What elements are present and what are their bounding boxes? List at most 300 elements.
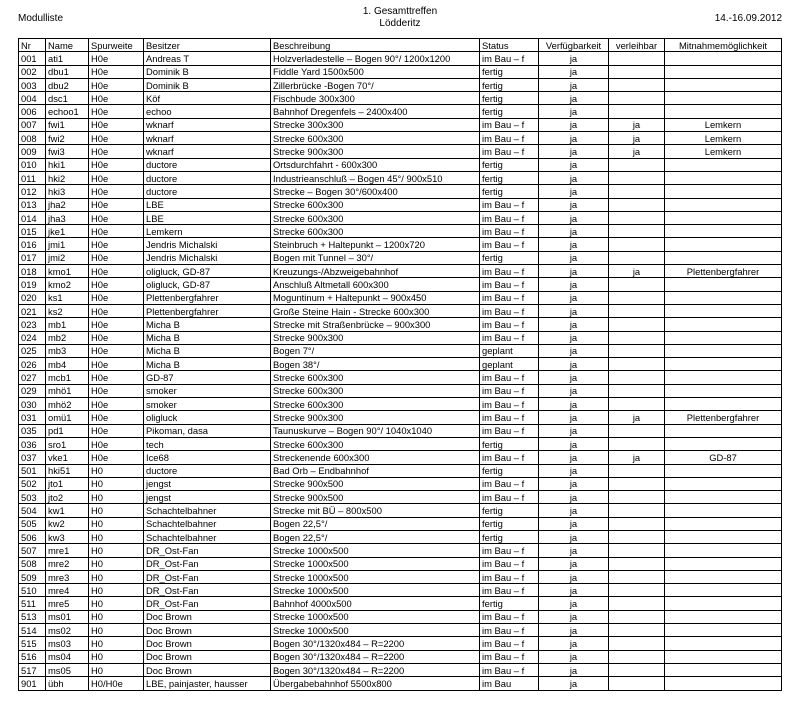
col-mitnahme-cell bbox=[665, 530, 782, 543]
col-name-cell: echoo1 bbox=[46, 105, 89, 118]
table-row bbox=[19, 331, 782, 344]
col-besitzer-cell: DR_Ost-Fan bbox=[144, 584, 271, 597]
col-spurweite-cell: H0 bbox=[89, 517, 144, 530]
col-besitzer-cell: GD-87 bbox=[144, 371, 271, 384]
col-verfuegbarkeit-cell: ja bbox=[539, 411, 609, 424]
col-spurweite-cell: H0 bbox=[89, 597, 144, 610]
col-name-cell: kw3 bbox=[46, 530, 89, 543]
col-verleihbar-cell bbox=[609, 597, 665, 610]
col-status-cell: im Bau – f bbox=[480, 584, 539, 597]
table-row bbox=[19, 411, 782, 424]
col-verfuegbarkeit-cell: ja bbox=[539, 424, 609, 437]
col-status-cell: im Bau – f bbox=[480, 491, 539, 504]
col-besitzer-cell: Doc Brown bbox=[144, 637, 271, 650]
col-besitzer-cell: DR_Ost-Fan bbox=[144, 557, 271, 570]
col-besitzer-cell: LBE, painjaster, hausser bbox=[144, 677, 271, 690]
col-mitnahme-cell bbox=[665, 92, 782, 105]
col-status-cell: fertig bbox=[480, 65, 539, 78]
col-name-cell: mre5 bbox=[46, 597, 89, 610]
col-spurweite-cell: H0 bbox=[89, 650, 144, 663]
col-status-cell: im Bau – f bbox=[480, 384, 539, 397]
col-name-cell: mb4 bbox=[46, 358, 89, 371]
col-name-cell: hki3 bbox=[46, 185, 89, 198]
col-spurweite-cell: H0 bbox=[89, 557, 144, 570]
col-mitnahme-cell bbox=[665, 211, 782, 224]
col-name-cell: hki1 bbox=[46, 158, 89, 171]
col-status-cell: im Bau – f bbox=[480, 477, 539, 490]
col-status-cell: im Bau – f bbox=[480, 318, 539, 331]
col-verleihbar-cell bbox=[609, 65, 665, 78]
col-besitzer-cell: Plettenbergfahrer bbox=[144, 291, 271, 304]
col-spurweite-cell: H0 bbox=[89, 464, 144, 477]
col-spurweite-cell: H0e bbox=[89, 198, 144, 211]
col-beschreibung-cell: Bogen 30°/1320x484 – R=2200 bbox=[271, 663, 480, 676]
col-besitzer-cell: Ice68 bbox=[144, 451, 271, 464]
col-nr-cell: 020 bbox=[19, 291, 46, 304]
col-verleihbar-cell bbox=[609, 637, 665, 650]
col-beschreibung-cell: Bogen 22,5°/ bbox=[271, 530, 480, 543]
col-status-cell: fertig bbox=[480, 464, 539, 477]
event-date: 14.-16.09.2012 bbox=[714, 13, 782, 24]
col-status-cell: geplant bbox=[480, 358, 539, 371]
col-beschreibung-cell: Strecke 900x500 bbox=[271, 491, 480, 504]
col-verleihbar-header: verleihbar bbox=[609, 39, 665, 52]
table-row bbox=[19, 92, 782, 105]
col-verfuegbarkeit-cell: ja bbox=[539, 318, 609, 331]
col-verleihbar-cell: ja bbox=[609, 265, 665, 278]
col-status-cell: fertig bbox=[480, 185, 539, 198]
col-name-cell: ms05 bbox=[46, 663, 89, 676]
table-row bbox=[19, 318, 782, 331]
col-nr-cell: 509 bbox=[19, 570, 46, 583]
col-nr-cell: 009 bbox=[19, 145, 46, 158]
col-nr-cell: 037 bbox=[19, 451, 46, 464]
col-besitzer-cell: Pikoman, dasa bbox=[144, 424, 271, 437]
col-status-cell: im Bau – f bbox=[480, 265, 539, 278]
col-beschreibung-cell: Strecke 900x300 bbox=[271, 331, 480, 344]
col-verfuegbarkeit-cell: ja bbox=[539, 78, 609, 91]
col-verleihbar-cell: ja bbox=[609, 451, 665, 464]
col-besitzer-cell: wknarf bbox=[144, 132, 271, 145]
col-verfuegbarkeit-cell: ja bbox=[539, 185, 609, 198]
col-verleihbar-cell: ja bbox=[609, 411, 665, 424]
col-nr-cell: 026 bbox=[19, 358, 46, 371]
col-spurweite-cell: H0e bbox=[89, 331, 144, 344]
col-beschreibung-cell: Moguntinum + Haltepunkt – 900x450 bbox=[271, 291, 480, 304]
col-mitnahme-cell bbox=[665, 477, 782, 490]
col-verfuegbarkeit-cell: ja bbox=[539, 464, 609, 477]
col-besitzer-cell: jengst bbox=[144, 477, 271, 490]
col-verleihbar-cell bbox=[609, 211, 665, 224]
col-name-cell: jmi2 bbox=[46, 251, 89, 264]
col-verfuegbarkeit-cell: ja bbox=[539, 491, 609, 504]
col-mitnahme-cell bbox=[665, 570, 782, 583]
col-name-cell: mcb1 bbox=[46, 371, 89, 384]
col-verfuegbarkeit-cell: ja bbox=[539, 517, 609, 530]
col-status-cell: im Bau – f bbox=[480, 304, 539, 317]
col-nr-cell: 505 bbox=[19, 517, 46, 530]
table-row bbox=[19, 570, 782, 583]
table-row bbox=[19, 677, 782, 690]
col-nr-cell: 517 bbox=[19, 663, 46, 676]
col-besitzer-cell: DR_Ost-Fan bbox=[144, 544, 271, 557]
col-beschreibung-cell: Übergabebahnhof 5500x800 bbox=[271, 677, 480, 690]
col-mitnahme-cell bbox=[665, 517, 782, 530]
col-verleihbar-cell bbox=[609, 477, 665, 490]
col-status-cell: im Bau – f bbox=[480, 570, 539, 583]
col-verfuegbarkeit-cell: ja bbox=[539, 171, 609, 184]
col-spurweite-cell: H0e bbox=[89, 344, 144, 357]
col-mitnahme-cell bbox=[665, 398, 782, 411]
col-spurweite-cell: H0 bbox=[89, 504, 144, 517]
col-verfuegbarkeit-cell: ja bbox=[539, 251, 609, 264]
col-beschreibung-cell: Strecke 900x300 bbox=[271, 411, 480, 424]
col-status-cell: im Bau – f bbox=[480, 198, 539, 211]
col-name-cell: mhö1 bbox=[46, 384, 89, 397]
col-status-cell: fertig bbox=[480, 78, 539, 91]
col-besitzer-cell: Plettenbergfahrer bbox=[144, 304, 271, 317]
col-name-cell: dsc1 bbox=[46, 92, 89, 105]
col-nr-cell: 036 bbox=[19, 437, 46, 450]
table-row bbox=[19, 544, 782, 557]
col-verleihbar-cell bbox=[609, 650, 665, 663]
col-beschreibung-cell: Bahnhof Dregenfels – 2400x400 bbox=[271, 105, 480, 118]
table-row bbox=[19, 304, 782, 317]
col-status-cell: im Bau bbox=[480, 677, 539, 690]
col-mitnahme-cell: GD-87 bbox=[665, 451, 782, 464]
table-row bbox=[19, 158, 782, 171]
col-nr-cell: 023 bbox=[19, 318, 46, 331]
col-spurweite-cell: H0e bbox=[89, 251, 144, 264]
col-spurweite-cell: H0e bbox=[89, 158, 144, 171]
col-name-cell: ks1 bbox=[46, 291, 89, 304]
col-name-cell: mre3 bbox=[46, 570, 89, 583]
col-verleihbar-cell bbox=[609, 318, 665, 331]
col-nr-cell: 010 bbox=[19, 158, 46, 171]
col-mitnahme-cell bbox=[665, 185, 782, 198]
col-mitnahme-cell bbox=[665, 491, 782, 504]
table-row bbox=[19, 291, 782, 304]
col-verleihbar-cell: ja bbox=[609, 145, 665, 158]
table-row bbox=[19, 637, 782, 650]
col-mitnahme-cell bbox=[665, 504, 782, 517]
col-mitnahme-cell bbox=[665, 624, 782, 637]
col-name-cell: pd1 bbox=[46, 424, 89, 437]
col-besitzer-cell: ductore bbox=[144, 185, 271, 198]
col-spurweite-cell: H0e bbox=[89, 238, 144, 251]
col-mitnahme-cell bbox=[665, 78, 782, 91]
col-status-cell: im Bau – f bbox=[480, 451, 539, 464]
col-mitnahme-header: Mitnahmemöglichkeit bbox=[665, 39, 782, 52]
col-spurweite-cell: H0e bbox=[89, 371, 144, 384]
col-spurweite-cell: H0e bbox=[89, 265, 144, 278]
col-mitnahme-cell bbox=[665, 464, 782, 477]
col-mitnahme-cell bbox=[665, 650, 782, 663]
col-verleihbar-cell bbox=[609, 105, 665, 118]
col-verfuegbarkeit-cell: ja bbox=[539, 384, 609, 397]
col-besitzer-cell: Schachtelbahner bbox=[144, 530, 271, 543]
col-mitnahme-cell bbox=[665, 238, 782, 251]
col-beschreibung-cell: Strecke mit Straßenbrücke – 900x300 bbox=[271, 318, 480, 331]
col-verfuegbarkeit-cell: ja bbox=[539, 570, 609, 583]
col-verleihbar-cell bbox=[609, 544, 665, 557]
col-besitzer-cell: wknarf bbox=[144, 145, 271, 158]
col-spurweite-cell: H0e bbox=[89, 92, 144, 105]
col-mitnahme-cell bbox=[665, 597, 782, 610]
col-mitnahme-cell bbox=[665, 637, 782, 650]
col-beschreibung-cell: Strecke 600x300 bbox=[271, 437, 480, 450]
col-nr-cell: 013 bbox=[19, 198, 46, 211]
col-spurweite-cell: H0e bbox=[89, 424, 144, 437]
col-spurweite-cell: H0e bbox=[89, 318, 144, 331]
col-nr-cell: 031 bbox=[19, 411, 46, 424]
col-besitzer-cell: oligluck, GD-87 bbox=[144, 278, 271, 291]
event-title-line1: 1. Gesamttreffen bbox=[362, 6, 438, 17]
col-besitzer-cell: ductore bbox=[144, 464, 271, 477]
col-verfuegbarkeit-cell: ja bbox=[539, 291, 609, 304]
col-name-cell: mre4 bbox=[46, 584, 89, 597]
col-beschreibung-cell: Bahnhof 4000x500 bbox=[271, 597, 480, 610]
col-spurweite-cell: H0 bbox=[89, 663, 144, 676]
col-beschreibung-cell: Holzverladestelle – Bogen 90°/ 1200x1200 bbox=[271, 52, 480, 65]
col-name-cell: übh bbox=[46, 677, 89, 690]
col-verfuegbarkeit-cell: ja bbox=[539, 65, 609, 78]
col-status-cell: im Bau – f bbox=[480, 371, 539, 384]
col-verfuegbarkeit-cell: ja bbox=[539, 530, 609, 543]
col-name-cell: ms03 bbox=[46, 637, 89, 650]
col-spurweite-cell: H0e bbox=[89, 132, 144, 145]
col-besitzer-cell: Micha B bbox=[144, 331, 271, 344]
col-beschreibung-cell: Strecke 1000x500 bbox=[271, 557, 480, 570]
col-status-cell: fertig bbox=[480, 504, 539, 517]
col-mitnahme-cell bbox=[665, 225, 782, 238]
col-nr-cell: 513 bbox=[19, 610, 46, 623]
col-status-cell: fertig bbox=[480, 251, 539, 264]
col-mitnahme-cell: Plettenbergfahrer bbox=[665, 265, 782, 278]
table-row bbox=[19, 118, 782, 131]
col-verleihbar-cell bbox=[609, 677, 665, 690]
col-besitzer-cell: Micha B bbox=[144, 358, 271, 371]
col-beschreibung-cell: Ortsdurchfahrt - 600x300 bbox=[271, 158, 480, 171]
col-nr-cell: 001 bbox=[19, 52, 46, 65]
col-verfuegbarkeit-cell: ja bbox=[539, 132, 609, 145]
col-spurweite-cell: H0e bbox=[89, 105, 144, 118]
col-name-cell: mhö2 bbox=[46, 398, 89, 411]
col-mitnahme-cell bbox=[665, 291, 782, 304]
col-beschreibung-cell: Industrieanschluß – Bogen 45°/ 900x510 bbox=[271, 171, 480, 184]
col-spurweite-cell: H0e bbox=[89, 145, 144, 158]
table-row bbox=[19, 610, 782, 623]
col-mitnahme-cell bbox=[665, 358, 782, 371]
col-nr-cell: 035 bbox=[19, 424, 46, 437]
col-nr-cell: 506 bbox=[19, 530, 46, 543]
col-spurweite-cell: H0e bbox=[89, 211, 144, 224]
col-besitzer-cell: oligluck bbox=[144, 411, 271, 424]
col-verfuegbarkeit-cell: ja bbox=[539, 105, 609, 118]
col-name-header: Name bbox=[46, 39, 89, 52]
table-row bbox=[19, 185, 782, 198]
col-mitnahme-cell bbox=[665, 384, 782, 397]
col-mitnahme-cell bbox=[665, 278, 782, 291]
col-verleihbar-cell bbox=[609, 52, 665, 65]
table-row bbox=[19, 198, 782, 211]
table-row bbox=[19, 663, 782, 676]
col-status-cell: im Bau – f bbox=[480, 637, 539, 650]
col-name-cell: dbu2 bbox=[46, 78, 89, 91]
col-nr-cell: 508 bbox=[19, 557, 46, 570]
col-verfuegbarkeit-cell: ja bbox=[539, 331, 609, 344]
col-beschreibung-cell: Bogen 30°/1320x484 – R=2200 bbox=[271, 650, 480, 663]
col-verleihbar-cell bbox=[609, 570, 665, 583]
col-verleihbar-cell bbox=[609, 171, 665, 184]
col-spurweite-cell: H0 bbox=[89, 477, 144, 490]
col-spurweite-cell: H0e bbox=[89, 65, 144, 78]
col-verleihbar-cell bbox=[609, 491, 665, 504]
col-status-cell: im Bau – f bbox=[480, 424, 539, 437]
col-verfuegbarkeit-cell: ja bbox=[539, 624, 609, 637]
col-nr-cell: 015 bbox=[19, 225, 46, 238]
col-spurweite-cell: H0e bbox=[89, 225, 144, 238]
col-name-cell: fwi3 bbox=[46, 145, 89, 158]
col-name-cell: ms01 bbox=[46, 610, 89, 623]
document-label: Modulliste bbox=[18, 13, 64, 24]
col-status-cell: geplant bbox=[480, 344, 539, 357]
col-mitnahme-cell: Lemkern bbox=[665, 118, 782, 131]
col-beschreibung-cell: Steinbruch + Haltepunkt – 1200x720 bbox=[271, 238, 480, 251]
col-status-cell: im Bau – f bbox=[480, 211, 539, 224]
col-beschreibung-cell: Streckenende 600x300 bbox=[271, 451, 480, 464]
col-status-cell: im Bau – f bbox=[480, 225, 539, 238]
col-verleihbar-cell bbox=[609, 344, 665, 357]
col-besitzer-cell: oligluck, GD-87 bbox=[144, 265, 271, 278]
col-besitzer-cell: ductore bbox=[144, 158, 271, 171]
table-row bbox=[19, 477, 782, 490]
col-verfuegbarkeit-cell: ja bbox=[539, 663, 609, 676]
col-besitzer-cell: Dominik B bbox=[144, 78, 271, 91]
col-spurweite-header: Spurweite bbox=[89, 39, 144, 52]
col-besitzer-cell: Jendris Michalski bbox=[144, 238, 271, 251]
table-row bbox=[19, 398, 782, 411]
col-spurweite-cell: H0 bbox=[89, 491, 144, 504]
col-spurweite-cell: H0e bbox=[89, 304, 144, 317]
col-verfuegbarkeit-cell: ja bbox=[539, 304, 609, 317]
table-row bbox=[19, 650, 782, 663]
col-spurweite-cell: H0e bbox=[89, 278, 144, 291]
col-status-cell: im Bau – f bbox=[480, 291, 539, 304]
col-beschreibung-cell: Strecke 1000x500 bbox=[271, 584, 480, 597]
col-name-cell: jha2 bbox=[46, 198, 89, 211]
col-name-cell: sro1 bbox=[46, 437, 89, 450]
table-row bbox=[19, 597, 782, 610]
col-name-cell: fwi1 bbox=[46, 118, 89, 131]
col-besitzer-cell: Micha B bbox=[144, 318, 271, 331]
col-verleihbar-cell bbox=[609, 158, 665, 171]
col-verfuegbarkeit-cell: ja bbox=[539, 158, 609, 171]
col-besitzer-cell: DR_Ost-Fan bbox=[144, 570, 271, 583]
col-name-cell: kmo2 bbox=[46, 278, 89, 291]
table-row bbox=[19, 557, 782, 570]
col-spurweite-cell: H0 bbox=[89, 544, 144, 557]
table-row bbox=[19, 132, 782, 145]
table-row bbox=[19, 251, 782, 264]
col-beschreibung-header: Beschreibung bbox=[271, 39, 480, 52]
col-verfuegbarkeit-cell: ja bbox=[539, 437, 609, 450]
col-mitnahme-cell bbox=[665, 544, 782, 557]
table-row bbox=[19, 265, 782, 278]
col-verfuegbarkeit-cell: ja bbox=[539, 344, 609, 357]
col-verleihbar-cell bbox=[609, 464, 665, 477]
col-mitnahme-cell bbox=[665, 344, 782, 357]
col-mitnahme-cell bbox=[665, 331, 782, 344]
col-nr-cell: 017 bbox=[19, 251, 46, 264]
col-spurweite-cell: H0/H0e bbox=[89, 677, 144, 690]
col-name-cell: mre2 bbox=[46, 557, 89, 570]
table-row bbox=[19, 344, 782, 357]
table-row bbox=[19, 145, 782, 158]
col-verleihbar-cell bbox=[609, 358, 665, 371]
col-verleihbar-cell bbox=[609, 437, 665, 450]
col-besitzer-cell: LBE bbox=[144, 198, 271, 211]
col-beschreibung-cell: Bogen 38°/ bbox=[271, 358, 480, 371]
col-besitzer-cell: Jendris Michalski bbox=[144, 251, 271, 264]
col-mitnahme-cell bbox=[665, 610, 782, 623]
col-mitnahme-cell bbox=[665, 677, 782, 690]
col-beschreibung-cell: Strecke 600x300 bbox=[271, 132, 480, 145]
col-status-cell: fertig bbox=[480, 158, 539, 171]
col-beschreibung-cell: Strecke 600x300 bbox=[271, 384, 480, 397]
col-nr-cell: 901 bbox=[19, 677, 46, 690]
col-name-cell: jto2 bbox=[46, 491, 89, 504]
col-status-cell: im Bau – f bbox=[480, 238, 539, 251]
col-nr-cell: 510 bbox=[19, 584, 46, 597]
col-beschreibung-cell: Strecke 1000x500 bbox=[271, 624, 480, 637]
col-mitnahme-cell bbox=[665, 251, 782, 264]
col-verleihbar-cell: ja bbox=[609, 132, 665, 145]
col-nr-cell: 029 bbox=[19, 384, 46, 397]
col-besitzer-cell: Lemkern bbox=[144, 225, 271, 238]
col-verleihbar-cell bbox=[609, 624, 665, 637]
col-nr-cell: 007 bbox=[19, 118, 46, 131]
col-beschreibung-cell: Fiddle Yard 1500x500 bbox=[271, 65, 480, 78]
col-verleihbar-cell bbox=[609, 663, 665, 676]
col-verleihbar-cell bbox=[609, 371, 665, 384]
col-spurweite-cell: H0 bbox=[89, 530, 144, 543]
col-name-cell: fwi2 bbox=[46, 132, 89, 145]
col-verfuegbarkeit-cell: ja bbox=[539, 265, 609, 278]
col-nr-cell: 027 bbox=[19, 371, 46, 384]
col-spurweite-cell: H0e bbox=[89, 78, 144, 91]
col-mitnahme-cell bbox=[665, 304, 782, 317]
col-verleihbar-cell bbox=[609, 78, 665, 91]
col-verfuegbarkeit-cell: ja bbox=[539, 358, 609, 371]
col-nr-cell: 501 bbox=[19, 464, 46, 477]
table-row bbox=[19, 171, 782, 184]
table-row bbox=[19, 211, 782, 224]
table-row bbox=[19, 424, 782, 437]
col-beschreibung-cell: Strecke 900x300 bbox=[271, 145, 480, 158]
col-nr-cell: 502 bbox=[19, 477, 46, 490]
col-status-cell: im Bau – f bbox=[480, 610, 539, 623]
col-verleihbar-cell bbox=[609, 251, 665, 264]
col-mitnahme-cell bbox=[665, 437, 782, 450]
col-name-cell: ks2 bbox=[46, 304, 89, 317]
col-nr-cell: 507 bbox=[19, 544, 46, 557]
col-verfuegbarkeit-cell: ja bbox=[539, 677, 609, 690]
col-verleihbar-cell bbox=[609, 185, 665, 198]
col-beschreibung-cell: Bad Orb – Endbahnhof bbox=[271, 464, 480, 477]
col-besitzer-cell: DR_Ost-Fan bbox=[144, 597, 271, 610]
col-mitnahme-cell: Lemkern bbox=[665, 132, 782, 145]
